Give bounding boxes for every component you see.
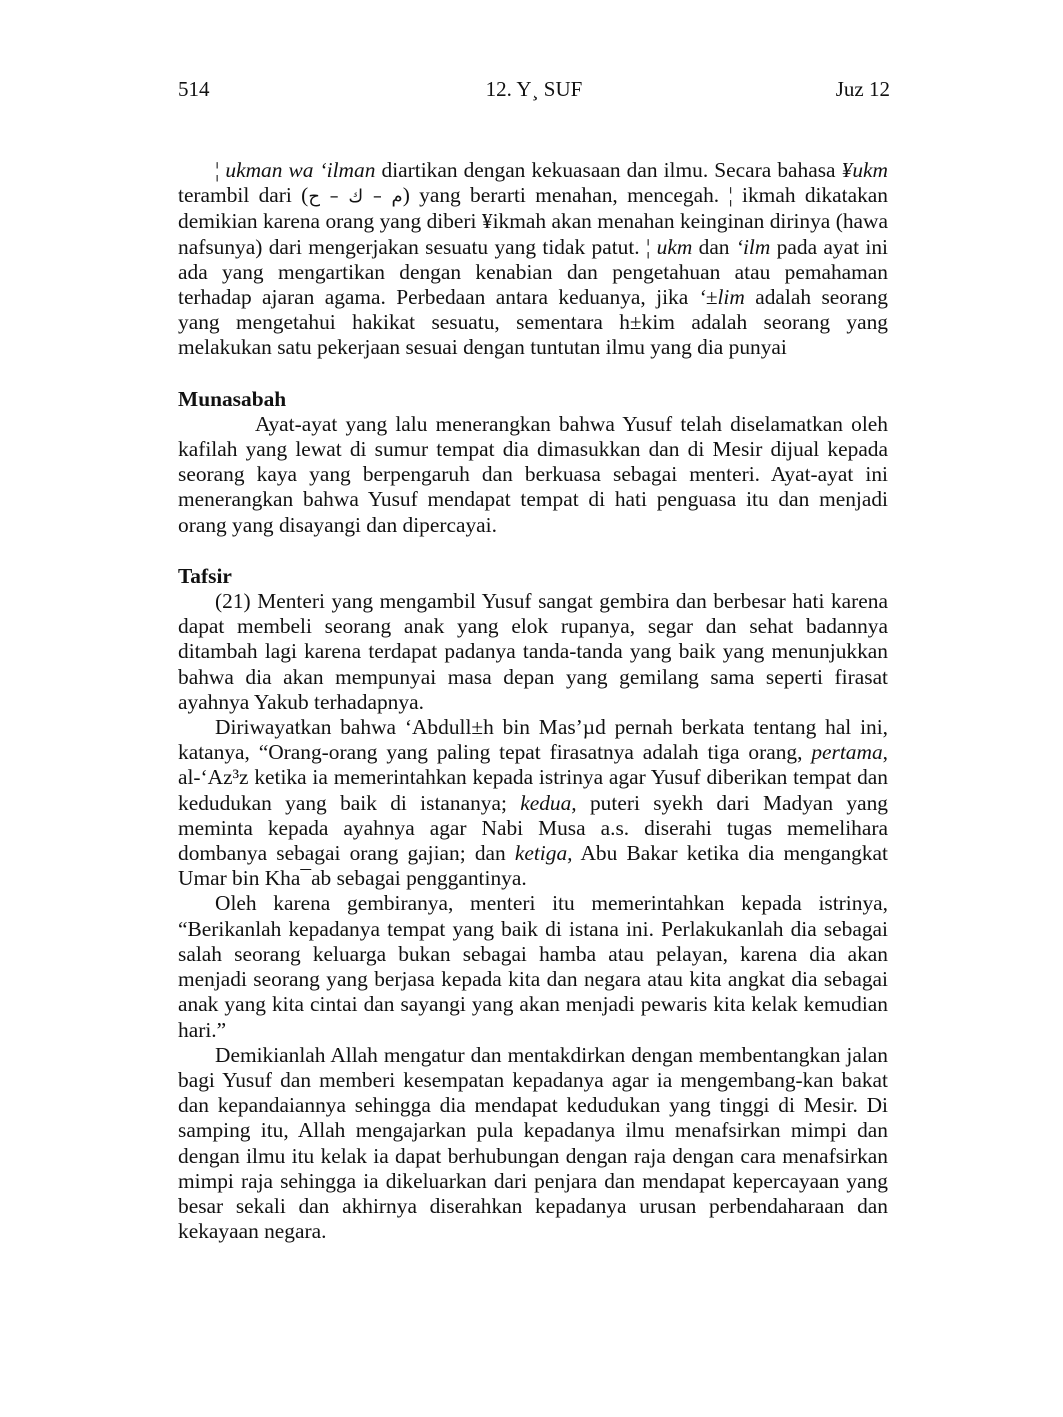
italic-term: ‘ilm (735, 234, 771, 259)
tafsir-paragraph (178, 589, 888, 715)
tafsir-paragraphs (178, 589, 888, 1244)
text-run: dan (692, 234, 736, 259)
text-run: Diriwayatkan bahwa ‘Abdull±h bin Mas’µd pernah berkata tentang hal ini, katanya, “Orang-orang yang paling tepat firasatnya adalah tiga orang, (178, 715, 888, 765)
italic-term: pertama (811, 740, 883, 765)
arabic-root: م – ك – ح (308, 186, 403, 208)
tafsir-paragraph (178, 1043, 888, 1245)
text-run: Abu Bakar ketika dia mengangkat Umar bin Kha¯ab sebagai penggantinya. (178, 841, 888, 891)
munasabah-paragraph: Ayat-ayat yang lalu menerangkan bahwa Yusuf telah diselamatkan oleh kafilah yang lewat di sumur tempat dia dimasukkan dan di Mesir dijual kepada seorang kaya yang berpengaruh dan berkuasa sebagai menteri. Ayat-ayat ini menerangkan bahwa Yusuf mendapat tempat di hati penguasa itu dan menjadi orang yang disayangi dan dipercayai. (178, 411, 888, 537)
italic-term: kedua, (520, 790, 577, 815)
tafsir-heading: Tafsir (178, 563, 232, 588)
text-run: (21) Menteri yang mengambil Yusuf sangat gembira dan berbesar hati karena dapat membeli seorang anak yang elok rupanya, segar dan sehat badannya ditambah lagi karena terdapat padanya tanda-tanda yang baik yang menunjukkan bahwa dia akan mempunyai masa depan yang gemilang sama seperti firasat ayahnya Yakub terhadapnya. (178, 589, 888, 714)
italic-term: ketiga, (514, 841, 573, 866)
intro-paragraph (178, 158, 888, 361)
italic-term: ¥ukm (841, 158, 888, 182)
page-number: 514 (178, 77, 210, 101)
text-run: diartikan dengan kekuasaan dan ilmu. Secara bahasa (375, 158, 842, 182)
tafsir-paragraph (178, 891, 888, 1042)
munasabah-heading: Munasabah (178, 386, 287, 411)
text-run: pada ayat ini ada yang mengartikan dengan kenabian dan pengetahuan atau pemahaman terhadap ajaran agama. Perbedaan antara keduanya, jika (178, 234, 888, 310)
text-run: , al-‘Az³z ketika ia memerintahkan kepada istrinya agar Yusuf diberikan tempat dan kedudukan yang baik di istananya; (178, 740, 888, 815)
juz-label: Juz 12 (835, 77, 890, 101)
running-header (178, 74, 890, 104)
chapter-title: 12. Y¸ SUF (485, 77, 583, 101)
italic-term: ukman wa ‘ilman (225, 158, 376, 182)
text-run: Demikianlah Allah mengatur dan mentakdirkan dengan membentangkan jalan bagi Yusuf dan memberi kesempatan kepadanya agar ia mengembang-kan bakat dan kepandaiannya sehingga dia mendapat kedudukan yang tinggi di Mesir. Di samping itu, Allah mengajarkan pula kepadanya ilmu menafsirkan mimpi dan dengan ilmu itu kelak ia dapat berhubungan dengan raja dengan cara menafsirkan mimpi raja sehingga ia dikeluarkan dari penjara dan mendapat kepercayaan yang besar sekali dan akhirnya diserahkan kepadanya urusan perbendaharaan dan kekayaan negara. (178, 1042, 888, 1244)
body-text (178, 158, 888, 1244)
text-run: puteri syekh dari Madyan yang meminta kepada ayahnya agar Nabi Musa a.s. diserahi tugas memelihara dombanya sebagai orang gajian; dan (178, 790, 888, 866)
text-run: ) yang berarti menahan, mencegah. ¦ ikmah dikatakan demikian karena orang yang diberi ¥ikmah akan menahan keinginan dirinya (hawa nafsunya) dari mengerjakan sesuatu yang tidak patut. ¦ (178, 183, 888, 259)
italic-term: ‘±lim (698, 285, 745, 310)
text-run: ¦ (215, 158, 226, 182)
text-run: adalah seorang yang mengetahui hakikat sesuatu, sementara h±kim adalah seorang yang melakukan satu pekerjaan sesuai dengan tuntutan ilmu yang dia punyai (178, 285, 888, 360)
text-run: terambil dari ( (178, 183, 309, 208)
italic-term: ukm (656, 234, 693, 259)
text-run: Oleh karena gembiranya, menteri itu memerintahkan kepada istrinya, “Berikanlah kepadanya tempat yang baik di istana ini. Perlakukanlah dia sebagai salah seorang keluarga bukan sebagai hamba atau pelayan, karena dia akan menjadi seorang yang berjasa kepada kita dan negara atau kita angkat dia sebagai anak yang kita cintai dan sayangi yang akan menjadi pewaris kita kelak kemudian hari.” (178, 891, 888, 1042)
tafsir-paragraph (178, 715, 888, 891)
